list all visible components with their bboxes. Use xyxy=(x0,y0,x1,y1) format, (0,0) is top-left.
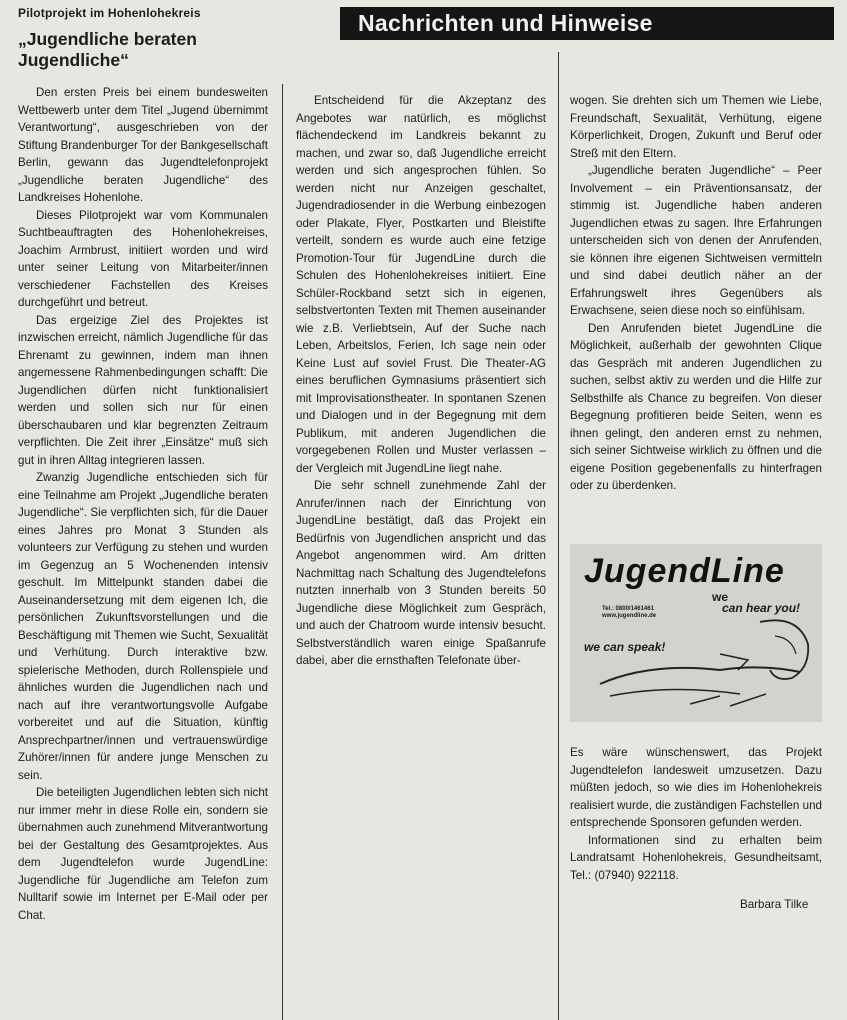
author-signature: Barbara Tilke xyxy=(740,898,809,911)
jugendline-logo xyxy=(570,544,822,722)
logo-slogan: we can speak! xyxy=(584,640,666,654)
paragraph: Dieses Pilotprojekt war vom Kommunalen Suchtbeauftragten des Hohenlohekreises, Joachim Armbrust, initiiert worden und wird unter seiner Leitung von Mitarbeiter/innen verschiedener Fachstellen des Kreises durchgeführt und betreut. xyxy=(18,208,268,309)
paragraph: Den ersten Preis bei einem bundesweiten Wettbewerb unter dem Titel „Jugend übernimmt Verantwortung“, ausgeschrieben von der Stiftung Brandenburger Tor der Bankgesellschaft Berlin, gewann das Jugendtelefonprojekt „Jugendliche beraten Jugendliche“ des Landkreises Hohenlohe. xyxy=(18,86,268,204)
paragraph: wogen. Sie drehten sich um Themen wie Liebe, Freundschaft, Sexualität, Verhütung, eigene Körperlichkeit, Drogen, Zukunft und Beruf oder Streß mit den Eltern. xyxy=(570,94,822,160)
article-column-3 xyxy=(570,92,822,495)
paragraph: Den Anrufenden bietet JugendLine die Möglichkeit, außerhalb der gewohnten Clique das Gespräch mit anderen Jugendlichen zu suchen, selbst aktiv zu werden und die Hilfe zur Selbsthilfe als Chance zu begreifen. Von dieser Begegnung profitieren beide Seiten, wenn es ihnen gelingt, den anderen ernst zu nehmen, sich seiner Sichtweise wirklich zu öffnen und die eigene Position gegebenenfalls zu hinterfragen oder zu überdenken. xyxy=(570,321,822,492)
paragraph: Es wäre wünschenswert, das Projekt Jugendtelefon landesweit umzusetzen. Dazu müßten jedoch, so wie dies im Hohenlohekreis realisiert wurde, die zuständigen Fachstellen und entsprechende Sponsoren gefunden werden. xyxy=(570,746,822,829)
logo-title: JugendLine xyxy=(584,552,785,590)
logo-contact xyxy=(602,606,656,620)
column-divider xyxy=(558,52,559,1020)
paragraph: Die beteiligten Jugendlichen lebten sich nicht nur immer mehr in diese Rolle ein, sondern sie übernahmen auch zunehmend Mitverantwortung bei der Gestaltung des Gesamtprojektes. Aus dem Jugendtelefon wurde JugendLine: Jugendliche für Jugendliche am Telefon zum Nulltarif sowie im Internet per E-Mail oder per Chat. xyxy=(18,786,268,922)
column-divider xyxy=(282,84,283,1020)
paragraph: Das ergeizige Ziel des Projektes ist inzwischen erreicht, nämlich Jugendliche für das Ehrenamt zu gewinnen, indem man ihnen angemessene Rahmenbedingungen schafft: Die Jugendlichen dürfen nicht funktionalisiert werden und sollen sich nur für einen überschaubaren und klar begrenzten Zeitraum verpflichten. Die Zeit ihrer „Einsätze“ muß sich gut in ihren Alltag integrieren lassen. xyxy=(18,313,268,467)
headline: „Jugendliche beraten Jugendliche“ xyxy=(18,29,197,70)
paragraph: Entscheidend für die Akzeptanz des Angebotes war natürlich, es möglichst flächendeckend im Landkreis bekannt zu machen, und zwar so, daß Jugendliche erreicht werden und sich angesprochen fühlen. So werden nicht nur Anzeigen geschaltet, Jugendradiosender in die Werbung einbezogen oder Plakate, Flyer, Postkarten und Bleistifte verteilt, sondern es wurde auch eine fetzige Promotion-Tour für JugendLine durch die Schulen des Hohenlohekreises initiiert. Eine Schüler-Rockband setzt sich in eigenen, selbstvertonten Texten mit Themen auseinander wie z.B. Verliebtsein, Auf der Suche nach Leben, Arbeitslos, Ferien, Ich sage nein oder Keine Lust auf soviel Frust. Die Theater-AG eines beruflichen Gymnasiums präsentiert sich mit Improvisationstheater. In spontanen Szenen und Dialogen und in der Begegnung mit dem Publikum, mit anderen Jugendlichen die vorgegebenen Rollen und Muster verlassen – der Vergleich mit JugendLine liegt nahe. xyxy=(296,94,546,475)
paragraph: Die sehr schnell zunehmende Zahl der Anrufer/innen nach der Einrichtung von JugendLine bestätigt, daß das Projekt ein Bedürfnis von Jugendlichen anspricht und das Angebot angenommen wird. Am dritten Nachmittag nach Schaltung des Jugendtelefons nutzten innerhalb von 3 Stunden bereits 50 Jugendliche diese Möglichkeit zum Gespräch, und auch der Chatroom wurde intensiv besucht. Selbstverständlich waren einige Spaßanrufe dabei, aber die ernsthaften Telefonate über- xyxy=(296,479,546,667)
article-column-4 xyxy=(570,744,822,884)
paragraph: Zwanzig Jugendliche entschieden sich für eine Teilnahme am Projekt „Jugendliche beraten Jugendliche“. Sie verpflichten sich, für die Dauer eines Jahres pro Monat 3 Stunden als volunteers zur Verfügung zu stehen und wurden im Gegenzug an 5 Wochenenden intensiv geschult. Im Mittelpunkt standen dabei die Auseinandersetzung mit dem eigenen Ich, die persönlichen Zukunftsvorstellungen und die Beschäftigung mit Themen wie Sucht, Sexualität und Verhütung. Durch interaktive bzw. spielerische Methoden, durch Rollenspiele und ähnliches wurden die Jugendlichen nach und nach auf ihre verantwortungsvolle Aufgabe vorbereitet und auf die Situation, künftig Ansprechpartner/innen und vertrauenswürdige Zuhörer/innen für andere junge Menschen zu sein. xyxy=(18,471,268,782)
paragraph: „Jugendliche beraten Jugendliche“ – Peer Involvement – ein Präventionsansatz, der stimmig ist. Jugendliche haben anderen Jugendlichen etwas zu sagen. Ihre Erfahrungen unterscheiden sich von denen der Anrufenden, sie können ihre eigenen Sichtweisen vermitteln und sind dabei deutlich näher an der Erfahrungswelt ihres Gegenübers als Erwachsene, seien diese noch so einfühlsam. xyxy=(570,164,822,317)
kicker: Pilotprojekt im Hohenlohekreis xyxy=(18,6,201,20)
logo-website: www.jugendline.de xyxy=(602,613,657,619)
logo-slogan: we xyxy=(712,590,729,604)
article-column-2 xyxy=(296,92,546,670)
section-banner: Nachrichten und Hinweise xyxy=(340,7,834,40)
logo-slogan: can hear you! xyxy=(722,601,801,615)
article-column-1 xyxy=(18,84,268,924)
logo-phone: Tel.: 0800/1461461 xyxy=(602,606,654,612)
paragraph: Informationen sind zu erhalten beim Landratsamt Hohenlohekreis, Gesundheitsamt, Tel.: (07940) 922118. xyxy=(570,833,822,882)
